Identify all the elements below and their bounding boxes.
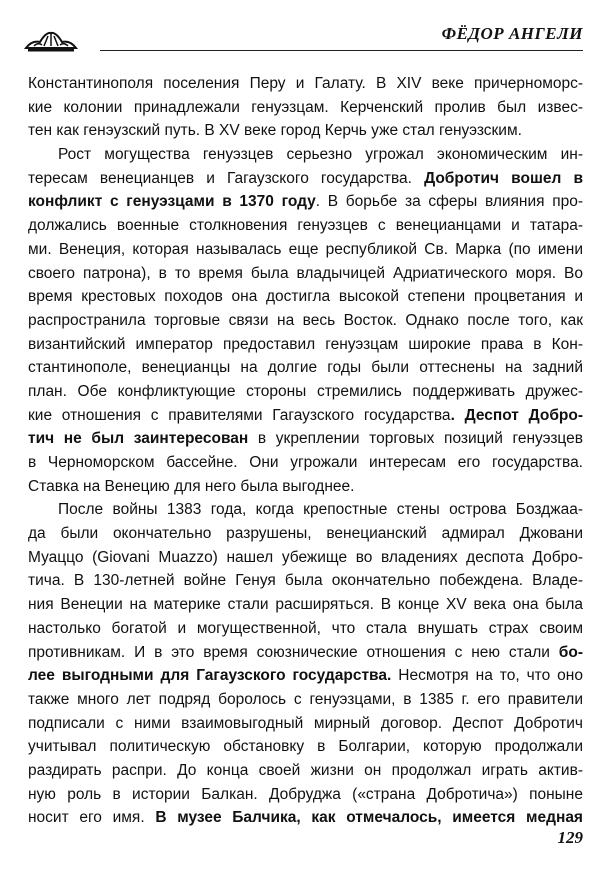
- text-line: [28, 783, 583, 807]
- text-line: [28, 262, 583, 286]
- text: время крестовых походов она достигла высокой степени процветания и: [28, 288, 583, 306]
- text-line: [28, 546, 583, 570]
- text: тича. В 130-летней войне Генуя была окончательно побеждена. Владе-: [28, 572, 583, 590]
- text: стантинополе, венецианцы на долгие годы были оттеснены на задний: [28, 359, 583, 377]
- bold-text: В музее Балчика, как отмечалось, имеется медная: [155, 809, 583, 827]
- text-line: [28, 664, 583, 688]
- text: настолько богатой и могущественной, что стала внушать страх своим: [28, 619, 583, 637]
- text: да были окончательно разрушены, венецианский адмирал Джовани: [28, 525, 583, 543]
- text: Ставка на Венецию для него была выгоднее.: [28, 477, 355, 495]
- bold-text: . Деспот Добро-: [450, 406, 583, 424]
- text: византийский император предоставил генуэзцам широкие права в Кон-: [28, 335, 583, 353]
- text-line: [28, 285, 583, 309]
- text: Несмотря на то, что оно: [391, 667, 583, 685]
- header-ornament-icon: [24, 30, 78, 52]
- text-line: [28, 688, 583, 712]
- paragraph: [28, 72, 583, 143]
- text: в укреплении торговых позиций генуэзцев: [248, 430, 583, 448]
- text: план. Обе конфликтующие стороны стремились поддерживать дружес-: [28, 382, 583, 400]
- bold-text: Добротич вошел в: [424, 169, 584, 187]
- text: тересам венецианцев и Гагаузского государства.: [28, 169, 425, 187]
- text: также много лет подряд боролось с генуэзцами, в 1385 г. его правители: [28, 690, 583, 708]
- text: Муаццо (Giovani Muazzo) нашел убежище во владениях деспота Добро-: [28, 548, 583, 566]
- body-text: [28, 72, 583, 830]
- text: Рост могущества генуэзцев серьезно угрожал экономическим ин-: [58, 146, 583, 164]
- paragraph: [28, 143, 583, 498]
- text: . В борьбе за сферы влияния про-: [315, 193, 584, 211]
- text: противникам. И в это время союзнические отношения с нею стали: [28, 643, 559, 661]
- text-line: [28, 617, 583, 641]
- header-rule: [100, 50, 583, 51]
- text-line: [28, 427, 583, 451]
- text: ми. Венеция, которая называлась еще республикой Св. Марка (по имени: [28, 240, 583, 258]
- text-line: [28, 143, 583, 167]
- text: раздирать распри. До конца своей жизни он продолжал играть актив-: [28, 761, 583, 779]
- text: в Черноморском бассейне. Они угрожали интересам его государства.: [28, 454, 583, 471]
- text: После войны 1383 года, когда крепостные стены острова Бозджаа-: [58, 501, 583, 519]
- text: кие колонии принадлежали генуэзцам. Керченский пролив был извес-: [28, 98, 583, 116]
- text-line: [28, 356, 583, 380]
- text-line: [28, 475, 583, 499]
- text-line: [28, 333, 583, 357]
- text: кие отношения с правителями Гагаузского государства: [28, 406, 451, 424]
- text: ния Венеции на материке стали расширяться. В конце XV века она была: [28, 596, 583, 614]
- text-line: [28, 569, 583, 593]
- text-line: [28, 96, 583, 120]
- text: распространила торговые связи на весь Восток. Однако после того, как: [28, 311, 583, 329]
- text-line: [28, 167, 583, 191]
- text-line: [28, 451, 583, 475]
- text-line: [28, 522, 583, 546]
- text: своего патрона), в то время была владычицей Адриатического моря. Во: [28, 264, 583, 282]
- text: Константинополя поселения Перу и Галату. В XIV веке причерноморс-: [28, 75, 583, 92]
- text-line: [28, 214, 583, 238]
- bold-text: конфликт с генуэзцами в 1370 году: [28, 193, 316, 211]
- text: должались военные столкновения генуэзцев с венецианцами и татара-: [28, 217, 583, 235]
- bold-text: тич не был заинтересован: [28, 430, 249, 448]
- bold-text: бо-: [558, 643, 583, 661]
- text: учитывал политическую обстановку в Болгарии, которую продолжали: [28, 738, 583, 756]
- text-line: [28, 380, 583, 404]
- text-line: [28, 309, 583, 333]
- text-line: [28, 806, 583, 830]
- paragraph: [28, 498, 583, 830]
- text-line: [28, 735, 583, 759]
- text-line: [28, 593, 583, 617]
- page-number: 129: [557, 828, 583, 847]
- text: носит его имя.: [28, 809, 156, 827]
- text-line: [28, 119, 583, 143]
- text-line: [28, 759, 583, 783]
- text-line: [28, 238, 583, 262]
- text-line: [28, 190, 583, 214]
- running-head: ФЁДОР АНГЕЛИ: [441, 24, 583, 43]
- text-line: [28, 72, 583, 96]
- text: ную роль в истории Балкан. Добруджа («страна Добротича») поныне: [28, 785, 583, 803]
- bold-text: лее выгодными для Гагаузского государства.: [28, 667, 392, 685]
- text-line: [28, 641, 583, 665]
- text-line: [28, 712, 583, 736]
- text: тен как генэузский путь. В XV веке город Керчь уже стал генуэзским.: [28, 122, 522, 140]
- text-line: [28, 498, 583, 522]
- text: подписали с ними взаимовыгодный мирный договор. Деспот Добротич: [28, 714, 583, 732]
- text-line: [28, 404, 583, 428]
